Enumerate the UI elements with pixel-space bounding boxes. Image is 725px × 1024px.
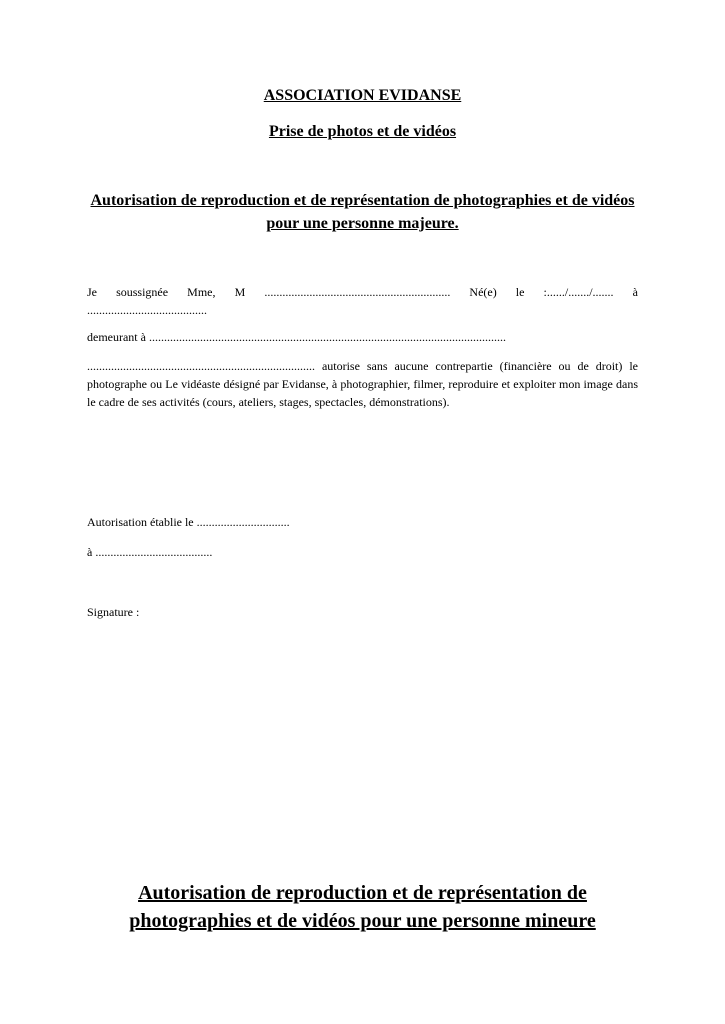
established-on-line: Autorisation établie le ............................... xyxy=(87,515,290,529)
born-label: Né(e) xyxy=(469,285,497,299)
association-title: ASSOCIATION EVIDANSE xyxy=(263,87,462,104)
signature-label: Signature : xyxy=(87,605,140,619)
identity-word-m: M xyxy=(234,285,246,299)
minor-section-title: Autorisation de reproduction et de représentation de photographies et de vidéos pour une personne mineure xyxy=(129,882,596,932)
identity-word-soussignee: soussignée xyxy=(116,285,169,299)
established-place-line: à ....................................... xyxy=(87,545,213,559)
birth-date-field-dots: :....../......./....... xyxy=(543,285,614,299)
document-subtitle: Prise de photos et de vidéos xyxy=(268,123,457,140)
identity-line xyxy=(87,283,638,319)
birth-place-field-dots: ........................................ xyxy=(87,303,207,317)
identity-word-mme: Mme, xyxy=(187,285,216,299)
name-field-dots: .............................................................. xyxy=(264,285,451,299)
birth-place-label: à xyxy=(632,285,638,299)
authorization-paragraph: ............................................................................ autorise sans aucune contrepartie (financière ou de droit) le photographe ou Le vidéaste désigné par Evidanse, à photographier, filmer, reproduire et exploiter mon image dans le cadre de ses activités (cours, ateliers, stages, spectacles, démonstrations). xyxy=(87,359,638,409)
born-le-label: le xyxy=(515,285,525,299)
identity-word-je: Je xyxy=(87,285,97,299)
adult-section-title: Autorisation de reproduction et de représentation de photographies et de vidéos pour une personne majeure. xyxy=(90,192,635,232)
residence-line: demeurant à ....................................................................................................................... xyxy=(87,330,506,344)
